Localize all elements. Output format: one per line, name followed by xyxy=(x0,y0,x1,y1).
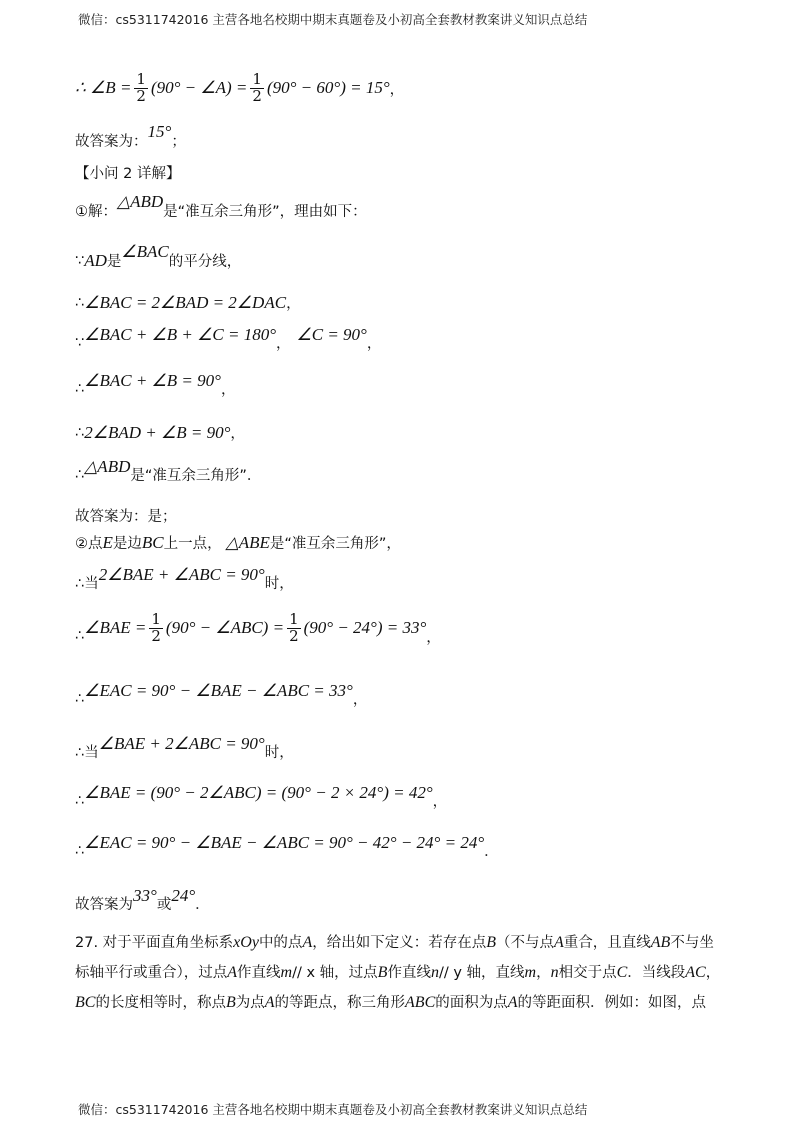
q27-text: 的长度相等时，称点 xyxy=(95,995,226,1011)
equation-1-prefix: ∴ ∠B = xyxy=(75,78,132,98)
because-symbol: ∵ xyxy=(75,252,85,269)
solution-line-12 xyxy=(75,532,401,553)
q27-math: A xyxy=(554,934,564,951)
equation-1-suffix: ， xyxy=(389,81,405,98)
solution-tail: 是“准互余三角形”，理由如下： xyxy=(163,204,367,220)
equation-14a: ∠BAE = xyxy=(84,618,147,638)
equation-8: ∠BAC + ∠B = 90° xyxy=(84,370,221,390)
answer-suffix: ． xyxy=(195,897,210,913)
angle-bac: ∠BAC xyxy=(121,241,169,261)
equation-1-mid2: (90° − 60°) = 15° xyxy=(266,78,390,98)
q27-math: m xyxy=(524,964,537,981)
solution-tail: 时， xyxy=(264,745,294,761)
q27-math: C xyxy=(616,964,628,981)
segment-ad: AD xyxy=(84,250,107,270)
triangle-abd: △ABD xyxy=(84,456,131,476)
fraction-half-3 xyxy=(149,612,163,645)
therefore-symbol: ∴ xyxy=(75,466,85,483)
equation-9: 2∠BAD + ∠B = 90° xyxy=(84,422,231,442)
q27-math: A xyxy=(302,934,313,951)
solution-lead: ①解： xyxy=(75,204,117,220)
solution-tail: 是“准互余三角形”． xyxy=(130,468,262,484)
solution-line-18 xyxy=(75,832,499,860)
separator: ， xyxy=(276,336,291,352)
case-lead: ∴当 xyxy=(75,576,99,592)
q27-text: （不与点 xyxy=(496,935,554,951)
q27-math: n xyxy=(550,964,559,981)
q27-text: 为点 xyxy=(235,995,265,1011)
q27-math: A xyxy=(227,964,238,981)
subquestion-2-title: 【小问 2 详解】 xyxy=(75,166,181,182)
solution-line-4 xyxy=(75,191,367,221)
solution-line-10 xyxy=(75,456,262,484)
solution-tail: 是“准互余三角形”， xyxy=(269,536,401,552)
q27-text: 作直线 xyxy=(237,965,281,981)
solution-word: 上一点， xyxy=(163,536,222,552)
q27-text: 不与坐标轴平行或重合），过点 xyxy=(75,935,714,981)
q27-text: 相交于点 xyxy=(558,965,617,981)
therefore-symbol: ∴ xyxy=(75,628,85,645)
solution-line-8 xyxy=(75,370,236,398)
fraction-half-4 xyxy=(287,612,301,645)
q27-text: ．当线段 xyxy=(627,965,686,981)
solution-tail: ， xyxy=(230,426,245,442)
point-e: E xyxy=(102,532,113,552)
solution-tail: ， xyxy=(286,296,301,312)
therefore-symbol: ∴ xyxy=(75,424,85,441)
answer-line-2 xyxy=(75,505,177,526)
q27-text: 重合，且直线 xyxy=(563,935,651,951)
solution-tail: ， xyxy=(366,336,382,352)
answer-suffix: ； xyxy=(171,134,186,150)
solution-word: 是 xyxy=(106,254,122,270)
answer-label: 故答案为 xyxy=(75,897,133,913)
answer-or: 或 xyxy=(156,897,172,913)
page-footer: 微信：cs5311742016 主营各地名校期中期末真题卷及小初高全套教材教案讲义知识点总结 xyxy=(78,1102,588,1117)
answer-line-1 xyxy=(75,121,186,151)
solution-tail: 的平分线， xyxy=(168,254,242,270)
fraction-denominator: 2 xyxy=(252,86,262,105)
solution-tail: ， xyxy=(352,692,368,708)
fraction-denominator: 2 xyxy=(151,626,161,645)
q27-text: 的面积为点 xyxy=(435,995,508,1011)
solution-line-14 xyxy=(75,612,441,645)
answer-yes: 故答案为：是； xyxy=(75,509,177,525)
fraction-numerator: 1 xyxy=(136,70,146,88)
solution-line-17 xyxy=(75,782,448,810)
question-27-text xyxy=(75,928,725,1018)
q27-text: 作直线 xyxy=(387,965,431,981)
q27-math: AB xyxy=(650,934,671,951)
fraction-numerator: 1 xyxy=(252,70,262,88)
therefore-symbol: ∴ xyxy=(75,792,85,809)
fraction-denominator: 2 xyxy=(136,86,146,105)
solution-line-13 xyxy=(75,564,294,592)
solution-line-1 xyxy=(75,72,404,105)
q27-text: // x 轴，过点 xyxy=(292,965,378,981)
triangle-abe: △ABE xyxy=(225,532,270,552)
therefore-symbol: ∴ xyxy=(75,380,85,397)
solution-line-5 xyxy=(75,241,242,271)
solution-word: 是边 xyxy=(112,536,142,552)
equation-7a: ∠BAC + ∠B + ∠C = 180° xyxy=(84,324,276,344)
solution-line-16 xyxy=(75,733,294,761)
q27-math: A xyxy=(264,994,275,1011)
case-lead: ∴当 xyxy=(75,745,99,761)
q27-math: BC xyxy=(75,994,96,1011)
fraction-half-1 xyxy=(134,72,148,105)
answer-line-3 xyxy=(75,885,210,913)
solution-line-7 xyxy=(75,324,382,352)
because-symbol: ∵ xyxy=(75,334,85,351)
solution-tail: ， xyxy=(426,629,441,646)
q27-text: ， xyxy=(705,965,721,981)
equation-18: ∠EAC = 90° − ∠BAE − ∠ABC = 90° − 42° − 24° = 24° xyxy=(84,832,485,852)
solution-tail: 时， xyxy=(264,576,294,592)
solution-tail: ， xyxy=(432,794,448,810)
equation-15: ∠EAC = 90° − ∠BAE − ∠ABC = 33° xyxy=(84,680,353,700)
solution-line-6 xyxy=(75,292,301,313)
solution-lead: ②点 xyxy=(75,536,103,552)
answer-value-33: 33° xyxy=(133,885,157,905)
equation-7b: ∠C = 90° xyxy=(296,324,367,344)
solution-line-15 xyxy=(75,680,368,708)
q27-text: 的等距点，称三角形 xyxy=(274,995,406,1011)
equation-14c: (90° − 24°) = 33° xyxy=(303,618,427,638)
q27-text: 的等距面积．例如：如图，点 xyxy=(517,995,707,1011)
fraction-numerator: 1 xyxy=(151,610,161,628)
answer-value-24: 24° xyxy=(171,885,196,905)
q27-math: AC xyxy=(685,964,706,981)
answer-value: 15° xyxy=(147,121,172,141)
q27-math: B xyxy=(225,994,236,1011)
q27-math: m xyxy=(280,964,293,981)
equation-13: 2∠BAE + ∠ABC = 90° xyxy=(98,564,265,584)
q27-math: n xyxy=(430,964,439,981)
therefore-symbol: ∴ xyxy=(75,842,85,859)
fraction-denominator: 2 xyxy=(289,626,299,645)
therefore-symbol: ∴ xyxy=(75,294,85,311)
fraction-numerator: 1 xyxy=(289,610,299,628)
q27-text: 中的点 xyxy=(258,935,303,951)
equation-17: ∠BAE = (90° − 2∠ABC) = (90° − 2 × 24°) = 42° xyxy=(84,782,433,802)
answer-label: 故答案为： xyxy=(75,134,148,150)
triangle-abd: △ABD xyxy=(117,191,164,211)
equation-14b: (90° − ∠ABC) = xyxy=(165,618,285,638)
q27-math: xOy xyxy=(233,934,259,951)
therefore-symbol: ∴ xyxy=(75,690,85,707)
q27-math: B xyxy=(377,964,388,981)
q27-math: A xyxy=(507,994,518,1011)
page-header: 微信：cs5311742016 主营各地名校期中期末真题卷及小初高全套教材教案讲义知识点总结 xyxy=(78,12,588,27)
q27-text: ， xyxy=(536,965,551,981)
subquestion-heading xyxy=(75,162,180,183)
q27-text: // y 轴，直线 xyxy=(438,965,525,981)
fraction-half-2 xyxy=(250,72,264,105)
solution-line-9 xyxy=(75,422,245,443)
solution-tail: ． xyxy=(484,844,499,860)
equation-16: ∠BAE + 2∠ABC = 90° xyxy=(98,733,265,753)
equation-6: ∠BAC = 2∠BAD = 2∠DAC xyxy=(84,292,287,312)
q27-math: ABC xyxy=(405,994,436,1011)
q27-text: ，给出如下定义：若存在点 xyxy=(312,935,487,951)
q27-math: B xyxy=(486,934,496,951)
segment-bc: BC xyxy=(141,532,164,552)
q27-text: 27. 对于平面直角坐标系 xyxy=(75,935,234,951)
solution-tail: ， xyxy=(220,382,236,398)
equation-1-mid1: (90° − ∠A) = xyxy=(150,78,248,98)
